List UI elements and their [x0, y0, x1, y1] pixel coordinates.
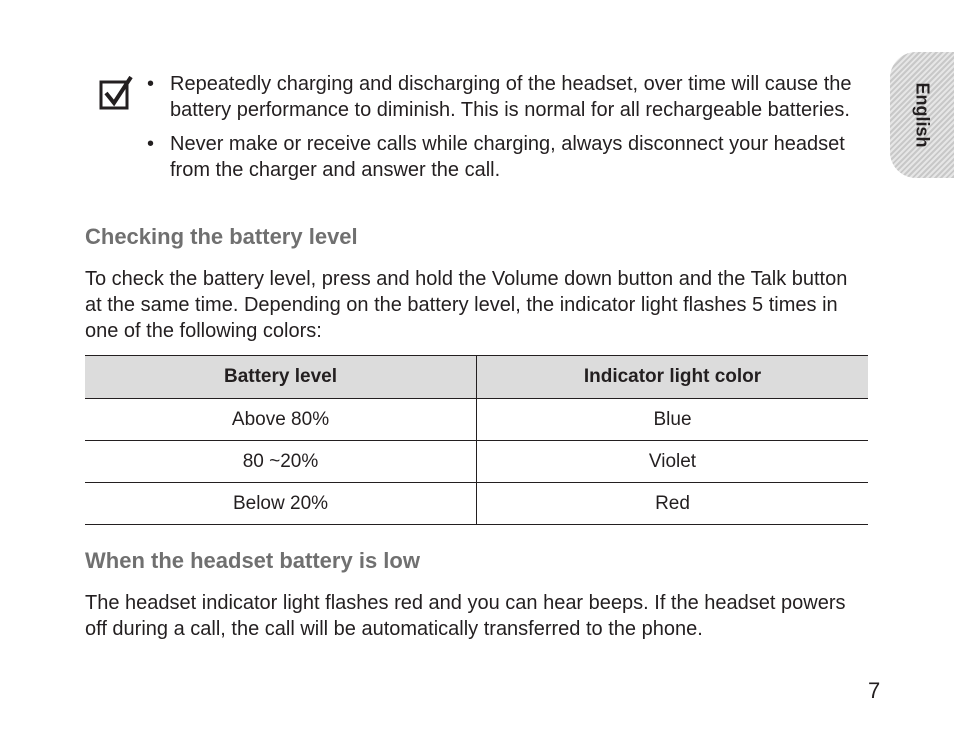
battery-level-cell: Above 80% [85, 399, 477, 441]
language-side-tab [890, 52, 954, 178]
indicator-color-cell: Red [477, 483, 869, 525]
battery-level-table [85, 355, 868, 525]
table-row [85, 399, 868, 441]
bullet-icon: • [147, 73, 155, 95]
note-item [145, 71, 865, 123]
column-header-indicator-color: Indicator light color [477, 356, 869, 399]
battery-check-paragraph: To check the battery level, press and hold the Volume down button and the Talk button at the same time. Depending on the battery level, the indicator light flashes 5 times in one of the following colors: [85, 268, 848, 342]
table-row [85, 483, 868, 525]
battery-level-cell: 80 ~20% [85, 441, 477, 483]
indicator-color-cell: Blue [477, 399, 869, 441]
battery-low-paragraph: The headset indicator light flashes red and you can hear beeps. If the headset powers off during a call, the call will be automatically transferred to the phone. [85, 592, 846, 640]
language-tab-label: English [912, 82, 933, 148]
page-number: 7 [868, 678, 881, 703]
note-list [145, 71, 865, 191]
table-row [85, 441, 868, 483]
note-item [145, 131, 865, 183]
table-header-row [85, 356, 868, 399]
note-text: Never make or receive calls while charging, always disconnect your headset from the charger and answer the call. [170, 133, 845, 181]
battery-level-cell: Below 20% [85, 483, 477, 525]
note-text: Repeatedly charging and discharging of the headset, over time will cause the battery performance to diminish. This is normal for all rechargeable batteries. [170, 73, 852, 121]
note-checkbox-icon [99, 76, 133, 110]
battery-low-heading: When the headset battery is low [85, 548, 420, 573]
indicator-color-cell: Violet [477, 441, 869, 483]
bullet-icon: • [147, 133, 155, 155]
battery-check-heading: Checking the battery level [85, 224, 358, 249]
column-header-battery-level: Battery level [85, 356, 477, 399]
